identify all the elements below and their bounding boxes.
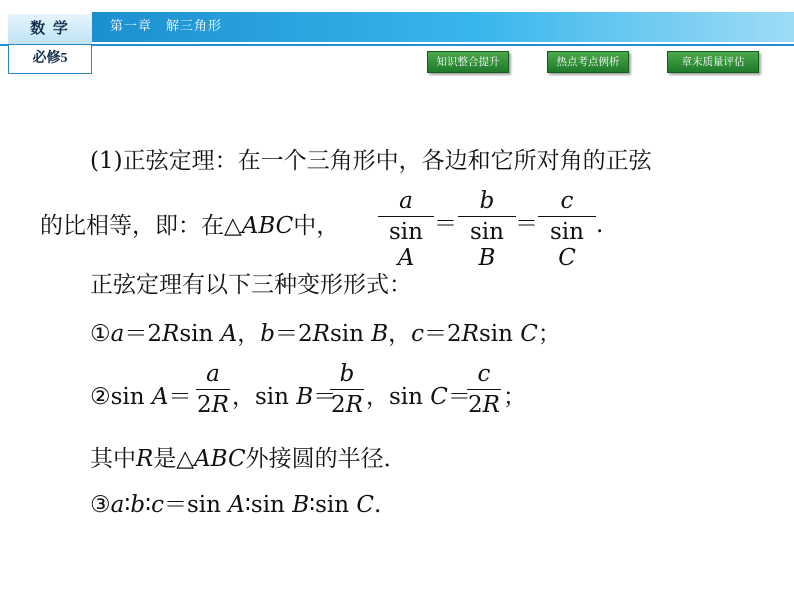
text-line-5-part1: ②sin A＝ xyxy=(90,384,192,410)
fraction-c-2R xyxy=(467,361,501,418)
fraction-numerator: a xyxy=(399,188,413,214)
equals-sign: ＝ xyxy=(434,211,457,237)
nav-button-hotspot[interactable]: 热点考点例析 xyxy=(547,51,629,73)
fraction-a-2R xyxy=(196,361,230,418)
nav-button-assessment[interactable]: 章末质量评估 xyxy=(667,51,759,73)
fraction-b-sinB xyxy=(458,188,516,271)
line2-suffix: 中， xyxy=(293,213,340,239)
text-line-5-part3: ，sin C＝ xyxy=(366,384,471,410)
fraction-a-sinA xyxy=(378,188,434,271)
nav-button-knowledge[interactable]: 知识整合提升 xyxy=(427,51,509,73)
text-line-6: 其中R是△ABC外接圆的半径． xyxy=(90,446,407,472)
fraction-denominator: 2R xyxy=(331,392,363,418)
fraction-bar xyxy=(467,389,501,390)
text-line-4: ①a＝2Rsin A，b＝2Rsin B，c＝2Rsin C； xyxy=(90,321,561,347)
subject-label: 数 学 xyxy=(30,21,70,37)
fraction-numerator: c xyxy=(560,188,574,214)
book-label: 必修5 xyxy=(32,51,68,66)
fraction-numerator: a xyxy=(206,361,220,387)
text-line-7: ③a∶b∶c＝sin A∶sin B∶sin C. xyxy=(90,492,382,518)
fraction-numerator: c xyxy=(477,361,491,387)
semicolon: ； xyxy=(503,384,526,410)
period: . xyxy=(596,212,604,238)
equals-sign: ＝ xyxy=(515,211,538,237)
fraction-denominator: sin C xyxy=(550,219,584,271)
chapter-title: 第一章 解三角形 xyxy=(110,19,223,34)
text-line-1: (1)正弦定理：在一个三角形中，各边和它所对角的正弦 xyxy=(90,148,652,174)
text-line-3: 正弦定理有以下三种变形形式： xyxy=(90,272,412,298)
fraction-c-sinC xyxy=(538,188,596,271)
header-divider xyxy=(0,44,794,46)
line2-abc: ABC xyxy=(241,213,294,239)
fraction-bar xyxy=(196,389,230,390)
fraction-denominator: sin B xyxy=(470,219,504,271)
text-line-5-part2: ，sin B＝ xyxy=(232,384,337,410)
fraction-bar xyxy=(458,216,516,217)
fraction-bar xyxy=(378,216,434,217)
fraction-denominator: 2R xyxy=(468,392,500,418)
fraction-bar xyxy=(330,389,364,390)
line2-prefix: 的比相等，即：在△ xyxy=(40,213,242,239)
fraction-numerator: b xyxy=(479,188,495,214)
fraction-denominator: 2R xyxy=(197,392,229,418)
text-line-2 xyxy=(40,207,339,240)
fraction-bar xyxy=(538,216,596,217)
fraction-denominator: sin A xyxy=(389,219,423,271)
fraction-b-2R xyxy=(330,361,364,418)
fraction-numerator: b xyxy=(339,361,355,387)
